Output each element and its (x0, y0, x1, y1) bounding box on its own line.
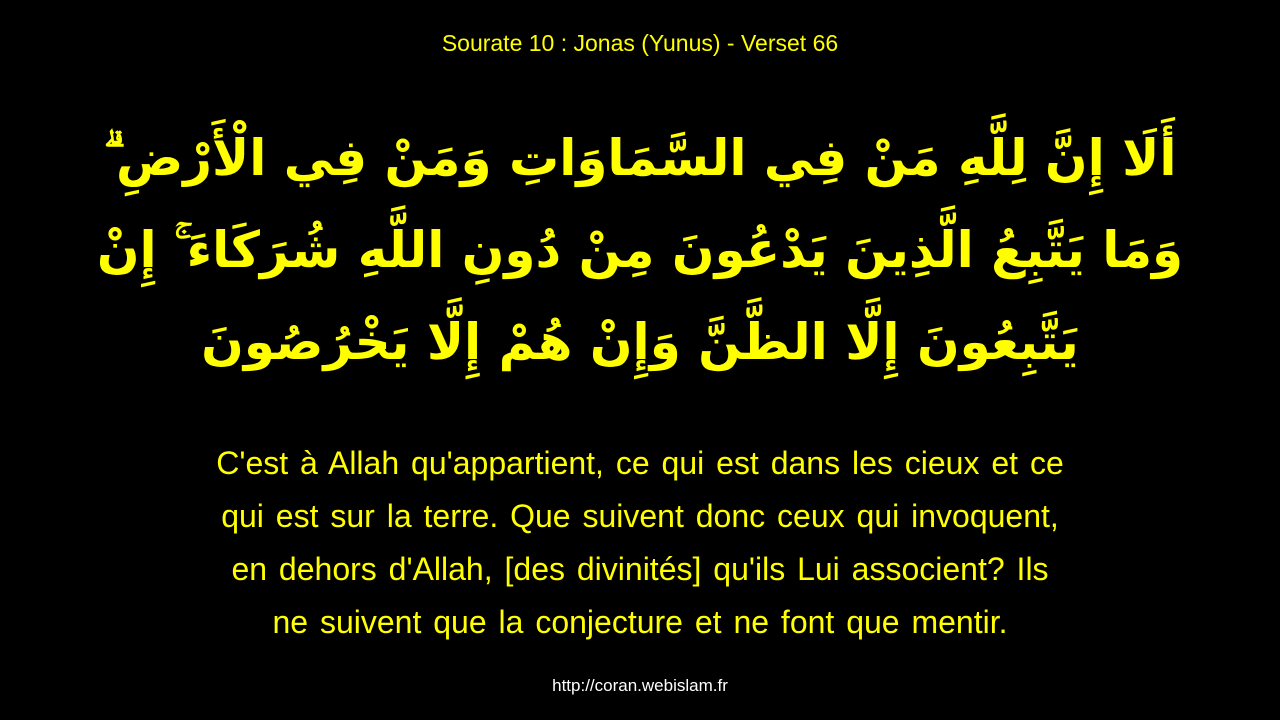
french-translation-line: en dehors d'Allah, [des divinités] qu'ils Lui associent? Ils (231, 551, 1049, 587)
arabic-verse-line: يَتَّبِعُونَ إِلَّا الظَّنَّ وَإِنْ هُمْ إِلَّا يَخْرُصُونَ (201, 313, 1079, 371)
french-translation-line: C'est à Allah qu'appartient, ce qui est dans les cieux et ce (216, 445, 1064, 481)
arabic-verse-line: أَلَا إِنَّ لِلَّهِ مَنْ فِي السَّمَاوَاتِ وَمَنْ فِي الْأَرْضِ ۗ (103, 129, 1177, 187)
source-url: http://coran.webislam.fr (552, 676, 728, 695)
french-translation-line: qui est sur la terre. Que suivent donc ceux qui invoquent, (221, 498, 1059, 534)
arabic-verse-line: وَمَا يَتَّبِعُ الَّذِينَ يَدْعُونَ مِنْ دُونِ اللَّهِ شُرَكَاءَ ۚ إِنْ (96, 221, 1184, 279)
french-translation (60, 437, 1220, 649)
french-translation-line: ne suivent que la conjecture et ne font que mentir. (272, 604, 1008, 640)
arabic-verse (60, 112, 1220, 388)
slide-title: Sourate 10 : Jonas (Yunus) - Verset 66 (441, 30, 839, 56)
